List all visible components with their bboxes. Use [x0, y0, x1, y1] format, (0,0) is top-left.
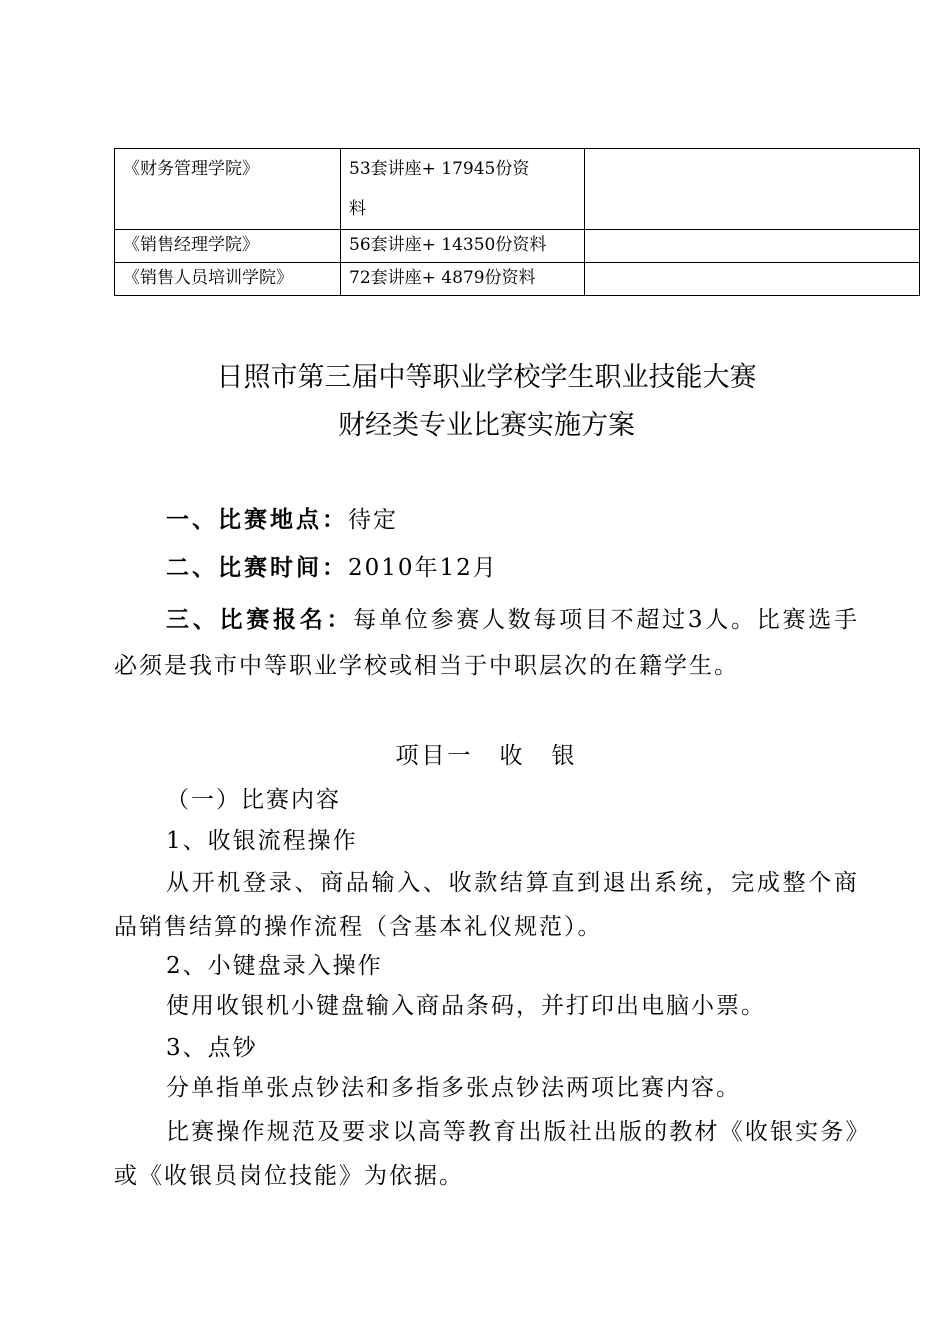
section-label: 三、比赛报名 [166, 607, 327, 633]
item-title: 3、点钞 [166, 1035, 258, 1061]
item-title: 1、收银流程操作 [166, 828, 358, 854]
section-time: 二、比赛时间：2010年12月 [166, 555, 498, 581]
row-name: 《销售人员培训学院》 [123, 268, 293, 288]
table-row [115, 263, 920, 296]
table-row [115, 230, 920, 263]
section-value: 每单位参赛人数每项目不超过3人。比赛选手必须是我市中等职业学校或相当于中职层次的在籍学生。 [114, 607, 859, 679]
table-cell-note [585, 230, 920, 263]
table-cell-content [341, 149, 585, 230]
table-cell-note [585, 149, 920, 230]
row-content-line1: 72套讲座+ 4879份资料 [349, 268, 536, 288]
table-cell-content [341, 230, 585, 263]
table-row [115, 149, 920, 230]
section-value: 2010年12月 [348, 555, 498, 581]
catalog-table [114, 148, 920, 296]
section-registration: 三、比赛报名：每单位参赛人数每项目不超过3人。比赛选手必须是我市中等职业学校或相当于中职层次的在籍学生。 [114, 607, 859, 679]
row-content-line2: 料 [349, 199, 366, 219]
section-value: 待定 [348, 507, 398, 533]
section-label: 一、比赛地点 [166, 507, 322, 533]
document-title-line1: 日照市第三届中等职业学校学生职业技能大赛 [216, 362, 757, 393]
item-text: 从开机登录、商品输入、收款结算直到退出系统，完成整个商品销售结算的操作流程（含基本礼仪规范）。 [114, 870, 859, 940]
table-cell-name [115, 263, 341, 296]
row-name: 《销售经理学院》 [123, 235, 259, 255]
row-content-line1: 56套讲座+ 14350份资料 [349, 235, 547, 255]
item-title: 2、小键盘录入操作 [166, 953, 383, 979]
item-text: 使用收银机小键盘输入商品条码，并打印出电脑小票。 [166, 993, 766, 1019]
table-cell-name [115, 149, 341, 230]
table-cell-note [585, 263, 920, 296]
row-content-line1: 53套讲座+ 17945份资 [349, 159, 530, 179]
document-title-line2: 财经类专业比赛实施方案 [338, 410, 635, 441]
item-text: 分单指单张点钞法和多指多张点钞法两项比赛内容。 [166, 1075, 741, 1101]
section-label: 二、比赛时间 [166, 555, 322, 581]
table-cell-name [115, 230, 341, 263]
section-venue: 一、比赛地点：待定 [166, 507, 398, 533]
project-heading: 项目一 收 银 [395, 743, 578, 769]
basis-text: 比赛操作规范及要求以高等教育出版社出版的教材《收银实务》或《收银员岗位技能》为依据。 [114, 1119, 859, 1189]
table-cell-content [341, 263, 585, 296]
row-name: 《财务管理学院》 [123, 159, 259, 179]
content-heading: （一）比赛内容 [166, 787, 341, 813]
